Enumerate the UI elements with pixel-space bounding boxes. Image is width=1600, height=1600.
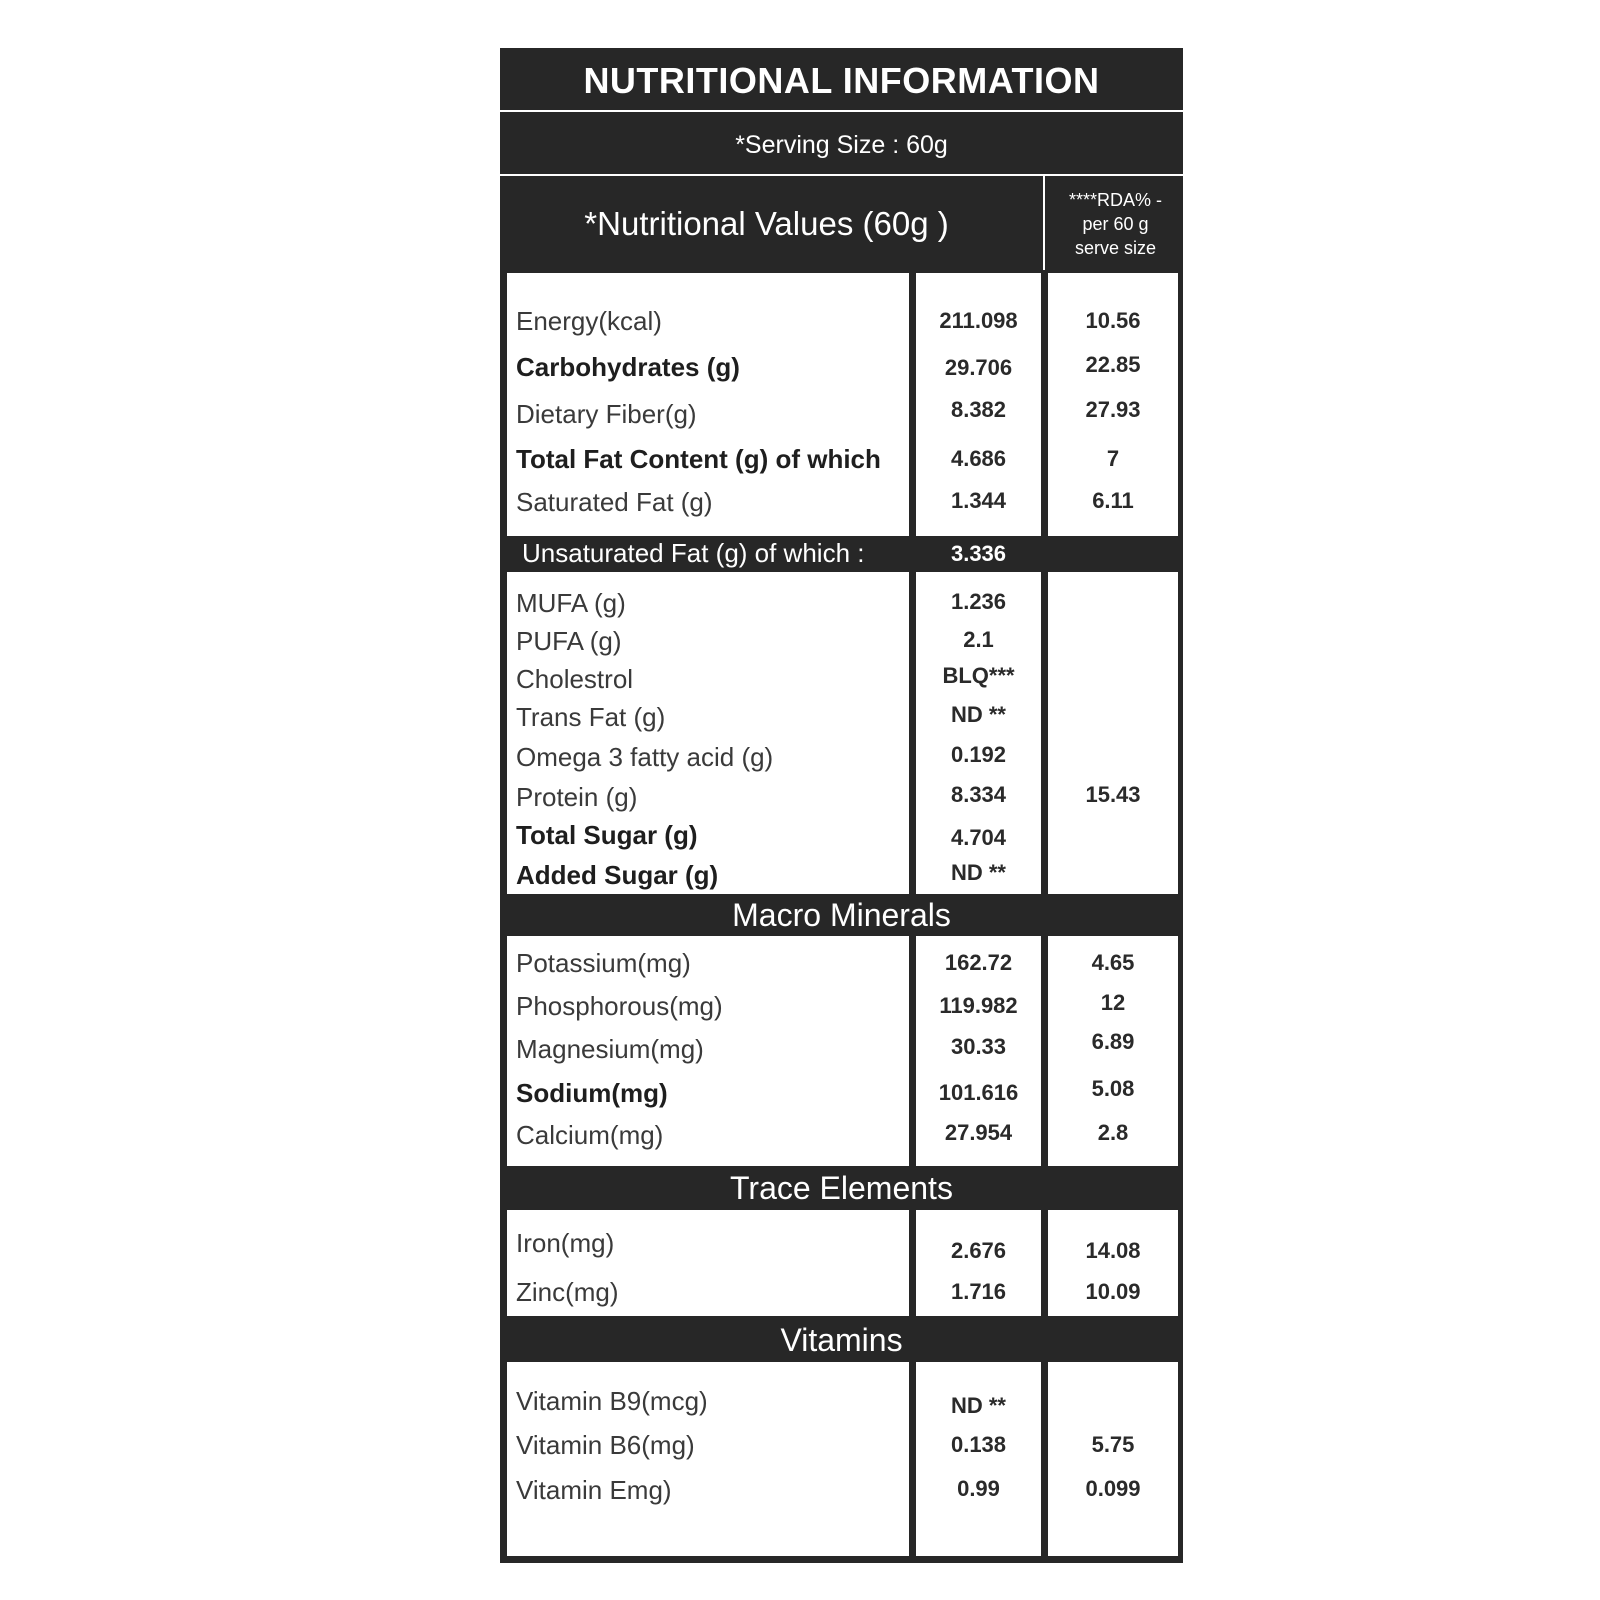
- row-value: 162.72: [944, 950, 1013, 975]
- header-column-divider: [1043, 176, 1045, 270]
- row-value: BLQ***: [942, 663, 1015, 688]
- nutritional-values-header: *Nutritional Values (60g ): [584, 205, 949, 242]
- row-rda: 10.56: [1085, 308, 1141, 333]
- row-label: Magnesium(mg): [516, 1034, 704, 1064]
- row-label: PUFA (g): [516, 626, 622, 656]
- row-rda: 4.65: [1091, 950, 1135, 975]
- unsaturated-fat-value: 3.336: [950, 541, 1007, 566]
- row-label: MUFA (g): [516, 588, 626, 618]
- row-rda: 27.93: [1085, 397, 1141, 422]
- rda-header-line: per 60 g: [1082, 214, 1149, 234]
- row-label: Carbohydrates (g): [516, 352, 740, 382]
- rda-header: [1048, 178, 1183, 270]
- row-label: Calcium(mg): [516, 1120, 664, 1150]
- row-rda: 2.8: [1097, 1120, 1129, 1145]
- rda-header-line: serve size: [1074, 238, 1157, 258]
- row-rda: 14.08: [1085, 1238, 1141, 1263]
- row-value: 119.982: [939, 993, 1018, 1018]
- row-value: 30.33: [950, 1034, 1007, 1059]
- row-label: Vitamin B6(mg): [516, 1430, 695, 1460]
- row-value: 8.382: [950, 397, 1007, 422]
- row-rda: 5.75: [1091, 1432, 1135, 1457]
- group2-rda-box: [1048, 572, 1178, 894]
- row-value: 29.706: [944, 355, 1013, 380]
- serving-size: *Serving Size : 60g: [735, 131, 948, 159]
- rda-header-line: ****RDA% -: [1068, 190, 1163, 210]
- row-rda: 5.08: [1091, 1076, 1135, 1101]
- row-value: 27.954: [944, 1120, 1013, 1145]
- row-label: Omega 3 fatty acid (g): [516, 742, 774, 772]
- title-divider: [500, 110, 1183, 112]
- row-label: Protein (g): [516, 782, 638, 812]
- row-label: Total Sugar (g): [516, 820, 698, 850]
- row-value: 101.616: [938, 1080, 1019, 1105]
- row-value: 1.236: [950, 589, 1007, 614]
- row-value: 8.334: [950, 782, 1007, 807]
- panel-title: NUTRITIONAL INFORMATION: [583, 60, 1100, 101]
- vitamins-header: Vitamins: [780, 1322, 903, 1358]
- vitamins-rda-box: [1048, 1362, 1178, 1556]
- row-label: Total Fat Content (g) of which: [516, 444, 881, 474]
- row-value: 211.098: [939, 308, 1018, 333]
- row-label: Vitamin Emg): [516, 1475, 672, 1505]
- row-value: ND **: [950, 702, 1006, 727]
- row-label: Sodium(mg): [516, 1078, 668, 1108]
- row-rda: 10.09: [1085, 1279, 1141, 1304]
- row-value: 0.192: [950, 742, 1007, 767]
- row-label: Saturated Fat (g): [516, 487, 713, 517]
- row-label: Potassium(mg): [516, 948, 691, 978]
- macro-minerals-header: Macro Minerals: [732, 897, 951, 933]
- row-label: Energy(kcal): [516, 306, 662, 336]
- unsaturated-fat-label: Unsaturated Fat (g) of which :: [522, 538, 865, 568]
- row-value: 2.676: [950, 1238, 1007, 1263]
- nutrition-panel: [500, 48, 1183, 1563]
- row-label: Iron(mg): [516, 1228, 615, 1258]
- row-value: 4.704: [950, 825, 1007, 850]
- row-value: 1.344: [950, 488, 1007, 513]
- row-rda: 6.89: [1091, 1029, 1135, 1054]
- row-rda: 7: [1106, 446, 1120, 471]
- row-value: 0.99: [957, 1476, 1000, 1501]
- row-value: 2.1: [963, 627, 994, 652]
- row-label: Zinc(mg): [516, 1277, 619, 1307]
- row-rda: 6.11: [1092, 488, 1134, 513]
- trace-elements-header: Trace Elements: [730, 1170, 953, 1206]
- row-value: 1.716: [950, 1279, 1007, 1304]
- row-label: Phosphorous(mg): [516, 991, 723, 1021]
- row-label: Added Sugar (g): [516, 860, 719, 890]
- row-rda: 0.099: [1085, 1476, 1141, 1501]
- row-rda: 15.43: [1085, 782, 1141, 807]
- row-value: 0.138: [950, 1432, 1007, 1457]
- row-rda: 12: [1100, 990, 1126, 1015]
- row-value: 4.686: [950, 446, 1007, 471]
- row-value: ND **: [950, 1393, 1006, 1418]
- vitamins-value-box: [916, 1362, 1041, 1556]
- row-label: Dietary Fiber(g): [516, 399, 697, 429]
- row-value: ND **: [950, 860, 1006, 885]
- row-rda: 22.85: [1085, 352, 1141, 377]
- serving-divider: [500, 174, 1183, 176]
- row-label: Trans Fat (g): [516, 702, 666, 732]
- row-label: Cholestrol: [516, 664, 634, 694]
- row-label: Vitamin B9(mcg): [516, 1386, 708, 1416]
